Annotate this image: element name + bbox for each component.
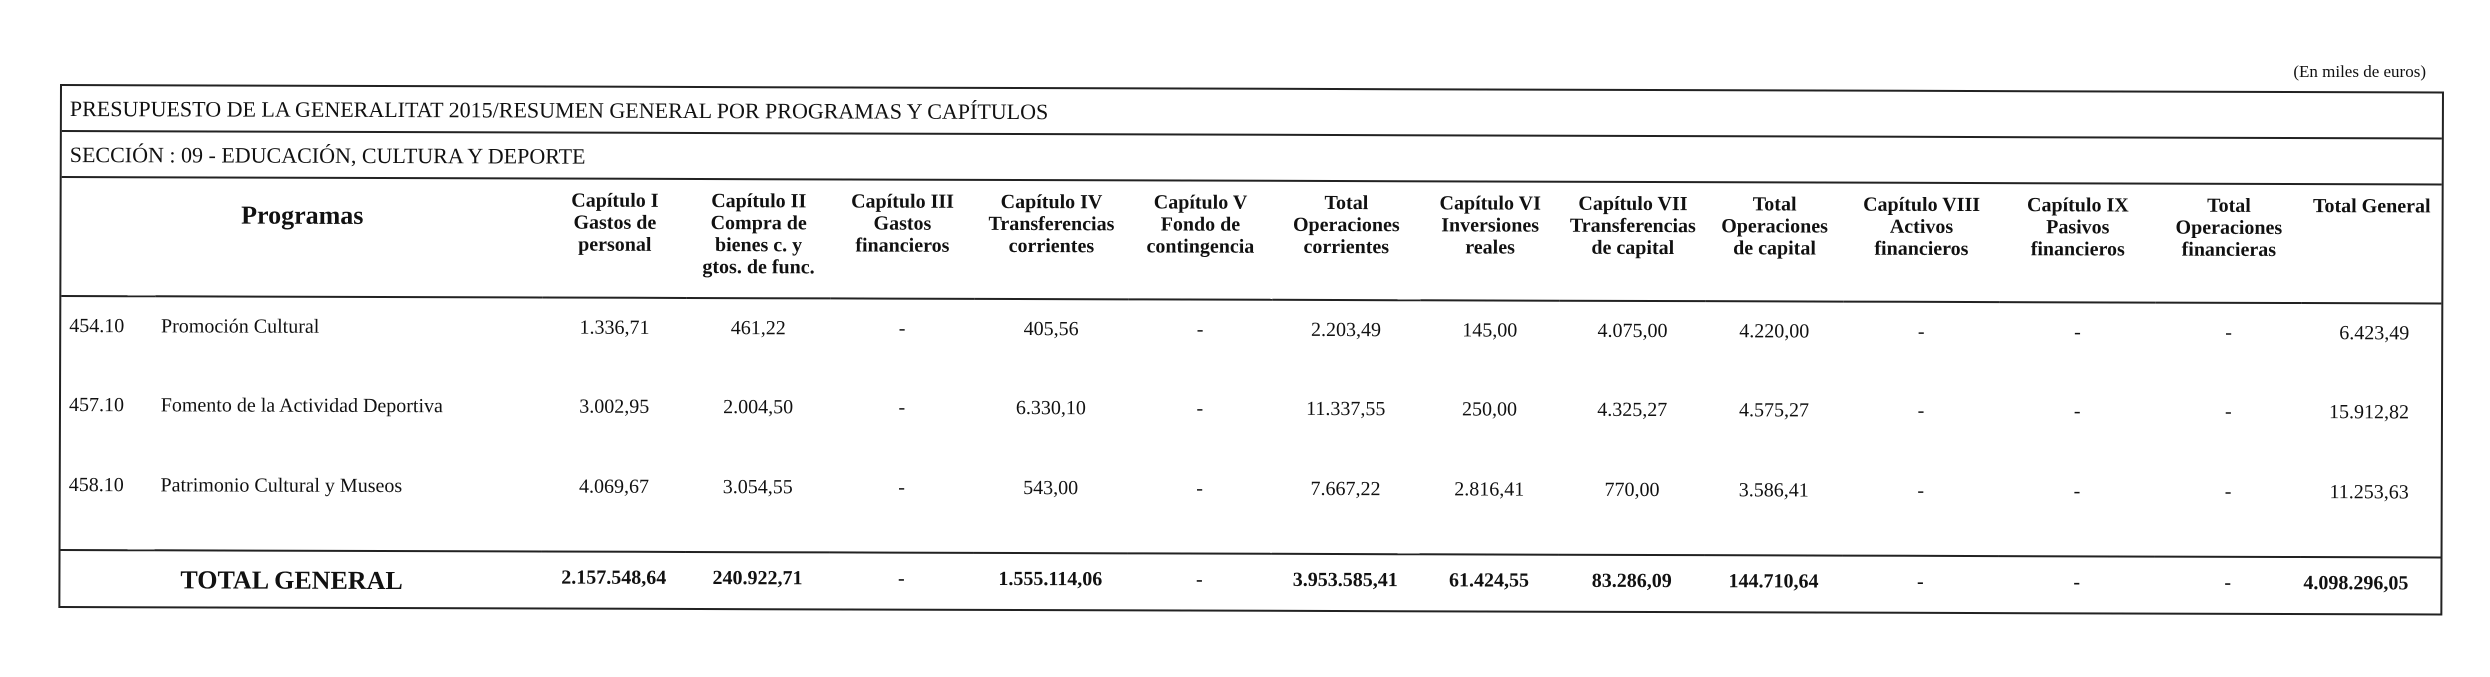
table-row [61, 376, 2441, 463]
cell-cap2: 2.004,50 [723, 396, 794, 419]
header-line: de capital [1591, 236, 1675, 260]
header-line: Gastos [873, 212, 932, 235]
total-cell-cap4: 1.555.114,06 [973, 553, 1127, 623]
header-line: Capítulo IV [1000, 190, 1103, 214]
cell-cap9: - [2074, 321, 2081, 344]
header-row [61, 178, 2441, 303]
header-line: Capítulo III [851, 190, 954, 213]
cell-cap6: 2.816,41 [1454, 478, 1525, 501]
cell-cap2: 3.054,55 [722, 476, 793, 499]
cell-total: 11.253,63 [2329, 481, 2409, 504]
cell-tot-fin: - [2225, 321, 2232, 344]
header-cap2 [687, 180, 831, 298]
cell-total: 6.423,49 [2339, 322, 2410, 345]
header-line: Total [2207, 194, 2251, 217]
cell-cap7: 770,00 [1604, 478, 1660, 502]
total-cell-total: 4.098.296,05 [2301, 557, 2441, 627]
header-line: Capítulo II [711, 190, 807, 213]
header-cap4 [974, 181, 1129, 299]
header-line: Capítulo VIII [1863, 193, 1981, 217]
document-title: PRESUPUESTO DE LA GENERALITAT 2015/RESUMEN GENERAL POR PROGRAMAS Y CAPÍTULOS [62, 86, 2442, 139]
cell-cap5: - [1196, 318, 1204, 341]
cell-cap7: 4.325,27 [1597, 398, 1668, 422]
total-cell-cap2: 240.922,71 [686, 552, 830, 622]
cell-cap1: 3.002,95 [579, 395, 650, 418]
program-name: Patrimonio Cultural y Museos [160, 474, 403, 498]
header-cap6 [1420, 182, 1560, 300]
cell-tot-cap: 3.586,41 [1738, 479, 1809, 502]
header-cap3 [830, 180, 974, 298]
total-cell-tot-corr: 3.953.585,41 [1271, 554, 1419, 624]
header-line: Compra de [710, 212, 807, 235]
header-line: Transferencias [1569, 214, 1696, 238]
cell-tot-cap: 4.575,27 [1738, 399, 1810, 422]
cell-tot-cap: 4.220,00 [1739, 320, 1810, 343]
header-line: corrientes [1303, 235, 1390, 259]
cell-cap9: - [2073, 400, 2081, 423]
total-cell-tot-fin: - [2155, 557, 2301, 627]
header-programas: Programas [61, 178, 543, 298]
total-general-row [60, 550, 2440, 627]
cell-cap7: 4.075,00 [1597, 319, 1668, 343]
header-line: Activos [1889, 215, 1954, 238]
header-line: contingencia [1146, 235, 1255, 258]
header-line: bienes c. y [714, 234, 803, 257]
header-line: financieras [2181, 238, 2277, 261]
header-line: Transferencias [988, 212, 1115, 236]
program-code: 454.10 [69, 315, 125, 338]
header-line: financieros [2030, 238, 2125, 261]
cell-cap6: 145,00 [1462, 319, 1518, 342]
section-heading: SECCIÓN : 09 - EDUCACIÓN, CULTURA Y DEPORTE [62, 132, 2442, 185]
header-cap7 [1560, 183, 1706, 301]
cell-tot-corr: 11.337,55 [1306, 397, 1386, 421]
budget-table [60, 178, 2441, 627]
table-row [61, 296, 2441, 383]
cell-tot-corr: 7.667,22 [1310, 477, 1381, 501]
cell-cap5: - [1196, 397, 1204, 420]
cell-tot-corr: 2.203,49 [1310, 318, 1382, 342]
header-line: Fondo de [1160, 213, 1241, 236]
header-line: Operaciones [1292, 213, 1400, 237]
header-line: de capital [1733, 237, 1816, 260]
header-line: Total [1752, 193, 1797, 216]
cell-cap9: - [2073, 480, 2081, 503]
cell-cap5: - [1196, 477, 1204, 500]
cell-cap8: - [1917, 399, 1925, 422]
header-cap5 [1128, 181, 1272, 299]
cell-total: 15.912,82 [2328, 401, 2410, 424]
cell-cap3: - [898, 317, 906, 340]
total-cell-cap6: 61.424,55 [1419, 554, 1559, 624]
header-line: financieros [1874, 237, 1969, 260]
header-line: Capítulo VII [1578, 192, 1688, 216]
header-cap1 [543, 180, 687, 298]
header-line: Capítulo V [1153, 191, 1248, 214]
header-tot-fin [2156, 185, 2302, 303]
header-line: Gastos de [573, 211, 657, 234]
header-line: Total [1324, 191, 1369, 215]
header-line: reales [1465, 236, 1515, 259]
table-row [61, 456, 2441, 543]
header-cap9 [1999, 184, 2156, 302]
cell-cap4: 6.330,10 [1015, 397, 1086, 420]
units-note: (En miles de euros) [2293, 62, 2426, 81]
cell-cap1: 4.069,67 [579, 475, 650, 498]
total-cell-cap7: 83.286,09 [1559, 555, 1705, 625]
cell-cap8: - [1917, 479, 1925, 502]
header-line: Inversiones [1441, 214, 1540, 237]
header-line: financieros [855, 234, 950, 257]
header-line: Capítulo VI [1439, 192, 1541, 215]
total-general-label: TOTAL GENERAL [60, 550, 542, 622]
program-name: Fomento de la Actividad Deportiva [160, 394, 443, 418]
cell-cap4: 543,00 [1023, 477, 1079, 500]
header-line: gtos. de func. [702, 256, 815, 279]
cell-cap6: 250,00 [1462, 398, 1518, 421]
header-line: corrientes [1008, 234, 1095, 258]
header-line: personal [578, 233, 652, 256]
header-line: Capítulo I [571, 189, 659, 212]
cell-cap1: 1.336,71 [579, 316, 650, 339]
total-cell-cap3: - [829, 552, 973, 622]
cell-cap8: - [1917, 320, 1925, 343]
header-line: Pasivos [2046, 216, 2110, 239]
total-cell-cap9: - [1998, 556, 2155, 626]
program-code: 458.10 [68, 474, 124, 497]
cell-cap3: - [898, 476, 906, 499]
header-tot-cap [1706, 183, 1844, 301]
cell-tot-fin: - [2224, 400, 2232, 423]
header-line: Operaciones [2175, 216, 2283, 239]
header-total-general: Total General [2302, 185, 2442, 303]
budget-frame [58, 84, 2444, 615]
cell-tot-fin: - [2224, 480, 2232, 503]
total-cell-cap8: - [1842, 556, 1999, 626]
program-name: Promoción Cultural [160, 315, 320, 338]
total-cell-cap5: - [1127, 553, 1271, 623]
cell-cap2: 461,22 [730, 317, 786, 340]
header-line: Capítulo IX [2027, 194, 2129, 217]
total-cell-cap1: 2.157.548,64 [542, 552, 686, 622]
program-code: 457.10 [68, 394, 125, 417]
header-cap8 [1843, 184, 2000, 302]
cell-cap3: - [898, 396, 906, 419]
total-cell-tot-cap: 144.710,64 [1705, 555, 1843, 625]
header-tot-corr [1272, 182, 1420, 300]
cell-cap4: 405,56 [1023, 318, 1079, 341]
header-line: Operaciones [1721, 215, 1828, 238]
